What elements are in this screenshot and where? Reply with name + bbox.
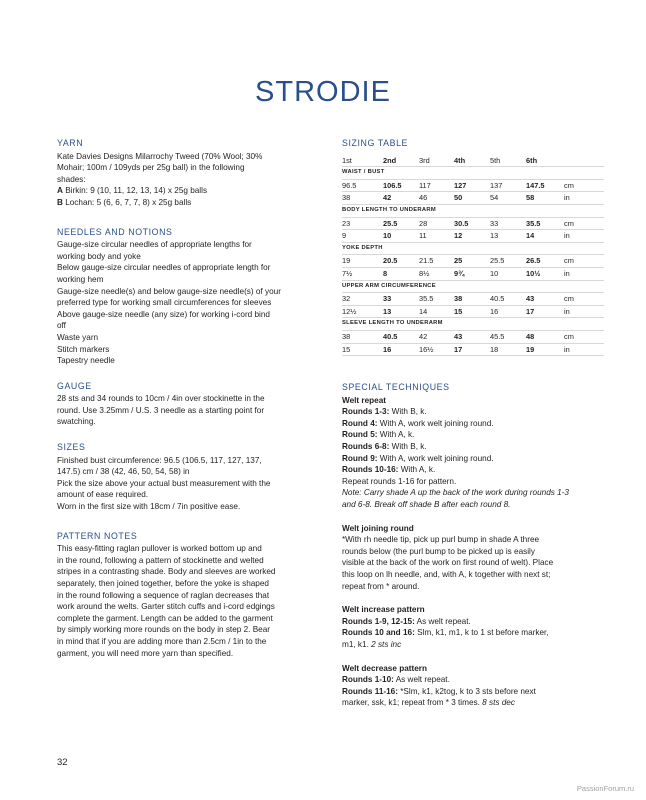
- welt-decrease-title: Welt decrease pattern: [342, 663, 427, 673]
- sizing-table-section: [342, 138, 604, 356]
- table-cell: 33: [490, 217, 526, 230]
- needles-line: Stitch markers: [57, 344, 110, 354]
- table-cell: 96.5: [342, 179, 383, 192]
- sizes-line: amount of ease required.: [57, 490, 149, 500]
- sizing-table: [342, 155, 604, 357]
- needles-line: Below gauge-size circular needles of appropriate length for: [57, 263, 271, 273]
- instruction-line: [342, 441, 604, 453]
- category-label: UPPER ARM CIRCUMFERENCE: [342, 280, 604, 293]
- instruction-line: *With rh needle tip, pick up purl bump in shade A three: [342, 535, 540, 545]
- table-cell: 9: [342, 230, 383, 243]
- round-label: Rounds 6-8:: [342, 442, 390, 452]
- table-cell: 12½: [342, 305, 383, 318]
- sizing-table-heading: SIZING TABLE: [342, 138, 409, 148]
- round-label: Round 4:: [342, 418, 378, 428]
- table-cell: 38: [342, 192, 383, 205]
- special-techniques-heading: SPECIAL TECHNIQUES: [342, 382, 450, 393]
- round-text: marker, ssk, k1; repeat from * 3 times.: [342, 698, 483, 708]
- table-cell: 2nd: [383, 155, 419, 167]
- gauge-section: [57, 381, 305, 428]
- round-text: With B, k.: [389, 442, 427, 452]
- round-text: Slm, k1, m1, k to 1 st before marker,: [414, 628, 549, 638]
- needles-line: working body and yoke: [57, 251, 141, 261]
- table-row: [342, 179, 604, 192]
- round-text: As welt repeat.: [414, 616, 471, 626]
- yarn-line: Kate Davies Designs Milarrochy Tweed (70% Wool; 30%: [57, 151, 263, 161]
- shade-b-label: B: [57, 197, 63, 207]
- table-cell: 50: [454, 192, 490, 205]
- table-cell: 42: [383, 192, 419, 205]
- right-column: [342, 138, 604, 721]
- note-line: Note: Carry shade A up the back of the work during rounds 1-3: [342, 488, 569, 498]
- note-line: and 6-8. Break off shade B after each round 8.: [342, 500, 511, 510]
- table-row: [342, 305, 604, 318]
- table-cell: 30.5: [454, 217, 490, 230]
- category-label: YOKE DEPTH: [342, 242, 604, 255]
- round-label: Rounds 10-16:: [342, 465, 399, 475]
- instruction-line: visible at the back of the work on first round of welt). Place: [342, 558, 554, 568]
- sizes-line: Worn in the first size with 18cm / 7in positive ease.: [57, 502, 241, 512]
- yarn-shade-b: [57, 197, 305, 209]
- table-cell: 20.5: [383, 255, 419, 268]
- instruction-line: [342, 616, 604, 628]
- table-cell: 48: [526, 330, 564, 343]
- table-cell: 13: [490, 230, 526, 243]
- table-cell: 40.5: [383, 330, 419, 343]
- table-cell: 14: [419, 305, 454, 318]
- sizes-line: Pick the size above your actual bust measurement with the: [57, 478, 271, 488]
- table-row: [342, 343, 604, 356]
- repeat-line: Repeat rounds 1-16 for pattern.: [342, 476, 457, 486]
- yarn-section: [57, 138, 305, 209]
- yarn-line: shades:: [57, 174, 86, 184]
- instruction-line: [342, 418, 604, 430]
- round-label: Rounds 10 and 16:: [342, 628, 415, 638]
- table-cell: in: [564, 305, 604, 318]
- table-row: [342, 267, 604, 280]
- instruction-line: [342, 464, 604, 476]
- table-cell: 7½: [342, 267, 383, 280]
- pattern-notes-heading: PATTERN NOTES: [57, 530, 138, 541]
- table-row: [342, 255, 604, 268]
- table-cell: 25: [454, 255, 490, 268]
- welt-joining-block: [342, 523, 604, 593]
- table-cell: 15: [342, 343, 383, 356]
- gauge-heading: GAUGE: [57, 380, 92, 391]
- table-cell: 9¾: [454, 267, 490, 280]
- round-text: m1, k1.: [342, 639, 372, 649]
- welt-increase-block: [342, 604, 604, 650]
- table-cell: 35.5: [419, 293, 454, 306]
- table-cell: 38: [454, 293, 490, 306]
- table-cell: cm: [564, 293, 604, 306]
- table-cell: 16: [490, 305, 526, 318]
- table-cell: cm: [564, 330, 604, 343]
- table-cell: 58: [526, 192, 564, 205]
- table-cell: 8½: [419, 267, 454, 280]
- round-label: Round 9:: [342, 453, 378, 463]
- needles-line: Gauge-size circular needles of appropriate lengths for: [57, 240, 252, 250]
- sizes-line: 147.5) cm / 38 (42, 46, 50, 54, 58) in: [57, 467, 190, 477]
- table-row: [342, 293, 604, 306]
- welt-decrease-block: [342, 663, 604, 709]
- yarn-heading: YARN: [57, 138, 84, 148]
- gauge-line: round. Use 3.25mm / U.S. 3 needle as a starting point for: [57, 405, 265, 415]
- instruction-line: this loop on lh needle, and, with A, k together with next st;: [342, 570, 551, 579]
- table-cell: 117: [419, 179, 454, 192]
- table-cell: 8: [383, 267, 419, 280]
- special-techniques-section: [342, 382, 604, 709]
- instruction-line: [342, 429, 604, 441]
- notes-line: work around the welts. Garter stitch cuffs and i-cord edgings: [57, 602, 275, 612]
- table-cell: 19: [526, 343, 564, 356]
- notes-line: in the round following a sequence of raglan decreases that: [57, 590, 270, 600]
- table-cell: 10: [383, 230, 419, 243]
- shade-b-text: Lochan: 5 (6, 6, 7, 7, 8) x 25g balls: [62, 197, 192, 207]
- table-row: [342, 192, 604, 205]
- category-label: BODY LENGTH TO UNDERARM: [342, 204, 604, 217]
- table-cell: 4th: [454, 155, 490, 167]
- instruction-line: [342, 406, 604, 418]
- table-cell: 11: [419, 230, 454, 243]
- table-cell: 13: [383, 305, 419, 318]
- gauge-line: swatching.: [57, 417, 96, 427]
- stitch-count: 2 sts inc: [371, 639, 402, 649]
- table-cell: 16½: [419, 343, 454, 356]
- table-cell: 40.5: [490, 293, 526, 306]
- category-label: WAIST / BUST: [342, 167, 604, 180]
- page-title: STRODIE: [255, 76, 391, 108]
- round-text: *Slm, k1, k2tog, k to 3 sts before next: [397, 686, 536, 696]
- shade-a-text: Birkin: 9 (10, 11, 12, 13, 14) x 25g balls: [62, 186, 208, 196]
- welt-repeat-title: Welt repeat: [342, 395, 386, 405]
- table-cell: 1st: [342, 155, 383, 167]
- round-label: Rounds 1-3:: [342, 407, 390, 417]
- sizes-heading: SIZES: [57, 442, 86, 453]
- table-row: [342, 217, 604, 230]
- shade-a-label: A: [57, 186, 63, 196]
- table-cell: 18: [490, 343, 526, 356]
- needles-line: Tapestry needle: [57, 356, 115, 366]
- table-cell: 17: [454, 343, 490, 356]
- needles-line: preferred type for working small circumferences for sleeves: [57, 298, 272, 308]
- table-cell: 6th: [526, 155, 564, 167]
- table-cell: 3rd: [419, 155, 454, 167]
- needles-line: Waste yarn: [57, 332, 99, 342]
- yarn-shade-a: [57, 185, 305, 197]
- table-cell: in: [564, 230, 604, 243]
- table-cell: 42: [419, 330, 454, 343]
- table-header-row: [342, 155, 604, 167]
- table-category-row: [342, 280, 604, 293]
- round-label: Round 5:: [342, 430, 378, 440]
- notes-line: separately, then joined together, before the yoke is shaped: [57, 579, 269, 588]
- sizes-line: Finished bust circumference: 96.5 (106.5, 117, 127, 137,: [57, 455, 262, 465]
- table-cell: cm: [564, 217, 604, 230]
- table-cell: 25.5: [490, 255, 526, 268]
- round-text: With A, k.: [398, 465, 436, 475]
- table-cell: 19: [342, 255, 383, 268]
- round-text: With A, work welt joining round.: [377, 453, 494, 463]
- notes-line: by simply working more rounds on the body in step 2. Bear: [57, 625, 270, 635]
- sizes-section: [57, 442, 305, 513]
- table-cell: 16: [383, 343, 419, 356]
- table-cell: cm: [564, 255, 604, 268]
- table-cell: cm: [564, 179, 604, 192]
- table-cell: in: [564, 267, 604, 280]
- round-label: Rounds 11-16:: [342, 686, 398, 696]
- table-cell: 45.5: [490, 330, 526, 343]
- table-cell: 43: [526, 293, 564, 306]
- needles-line: Above gauge-size needle (any size) for working i-cord bind: [57, 309, 270, 319]
- instruction-line: [342, 686, 604, 698]
- table-category-row: [342, 318, 604, 331]
- instruction-line: [342, 627, 604, 639]
- table-cell: 32: [342, 293, 383, 306]
- table-row: [342, 230, 604, 243]
- instruction-line: [342, 674, 604, 686]
- table-cell: 54: [490, 192, 526, 205]
- round-text: With A, work welt joining round.: [377, 418, 494, 428]
- needles-section: [57, 227, 305, 367]
- table-cell: 33: [383, 293, 419, 306]
- page-number: 32: [57, 757, 68, 768]
- table-cell: in: [564, 192, 604, 205]
- table-cell: 17: [526, 305, 564, 318]
- table-cell: 38: [342, 330, 383, 343]
- notes-line: in mind that if you are adding more than 2.5cm / 1in to the: [57, 636, 267, 646]
- table-cell: 147.5: [526, 179, 564, 192]
- table-cell: 25.5: [383, 217, 419, 230]
- pattern-notes-section: [57, 531, 305, 660]
- left-column: [57, 138, 305, 670]
- table-cell: 35.5: [526, 217, 564, 230]
- notes-line: This easy-fitting raglan pullover is worked bottom up and: [57, 544, 262, 554]
- stitch-count: 8 sts dec: [482, 698, 515, 708]
- table-cell: 10: [490, 267, 526, 280]
- table-cell: in: [564, 343, 604, 356]
- needles-line: off: [57, 321, 66, 331]
- table-cell: [564, 155, 604, 167]
- table-cell: 5th: [490, 155, 526, 167]
- table-cell: 43: [454, 330, 490, 343]
- notes-line: complete the garment. Length can be added to the garment: [57, 613, 273, 623]
- table-category-row: [342, 167, 604, 180]
- table-cell: 10½: [526, 267, 564, 280]
- table-cell: 28: [419, 217, 454, 230]
- instruction-line: repeat from * around.: [342, 581, 420, 591]
- watermark: PassionForum.ru: [576, 784, 634, 793]
- round-text: With A, k.: [377, 430, 415, 440]
- table-cell: 23: [342, 217, 383, 230]
- round-text: As welt repeat.: [393, 675, 450, 685]
- table-cell: 137: [490, 179, 526, 192]
- yarn-line: Mohair; 100m / 109yds per 25g ball) in the following: [57, 163, 245, 173]
- round-text: With B, k.: [389, 407, 427, 417]
- instruction-line: rounds below (the purl bump to be picked up is easily: [342, 546, 535, 556]
- table-cell: 106.5: [383, 179, 419, 192]
- table-category-row: [342, 204, 604, 217]
- needles-line: Gauge-size needle(s) and below gauge-size needle(s) of your: [57, 286, 281, 296]
- welt-repeat-block: [342, 395, 604, 511]
- table-category-row: [342, 242, 604, 255]
- table-cell: 15: [454, 305, 490, 318]
- instruction-line: [342, 453, 604, 465]
- notes-line: stripes in a contrasting shade. Body and sleeves are worked: [57, 567, 276, 577]
- gauge-line: 28 sts and 34 rounds to 10cm / 4in over stockinette in the: [57, 394, 265, 404]
- category-label: SLEEVE LENGTH TO UNDERARM: [342, 318, 604, 331]
- notes-line: in the round, following a pattern of stockinette and welted: [57, 555, 264, 565]
- table-cell: 12: [454, 230, 490, 243]
- round-label: Rounds 1-9, 12-15:: [342, 616, 415, 626]
- table-cell: 127: [454, 179, 490, 192]
- table-cell: 14: [526, 230, 564, 243]
- welt-joining-title: Welt joining round: [342, 523, 414, 533]
- round-label: Rounds 1-10:: [342, 675, 394, 685]
- welt-increase-title: Welt increase pattern: [342, 605, 425, 615]
- table-cell: 21.5: [419, 255, 454, 268]
- notes-line: garment, you will need more yarn than specified.: [57, 648, 234, 658]
- instruction-line: [342, 697, 604, 709]
- needles-heading: NEEDLES AND NOTIONS: [57, 226, 173, 237]
- table-row: [342, 330, 604, 343]
- needles-line: working hem: [57, 274, 104, 284]
- table-cell: 46: [419, 192, 454, 205]
- instruction-line: [342, 639, 604, 651]
- table-cell: 26.5: [526, 255, 564, 268]
